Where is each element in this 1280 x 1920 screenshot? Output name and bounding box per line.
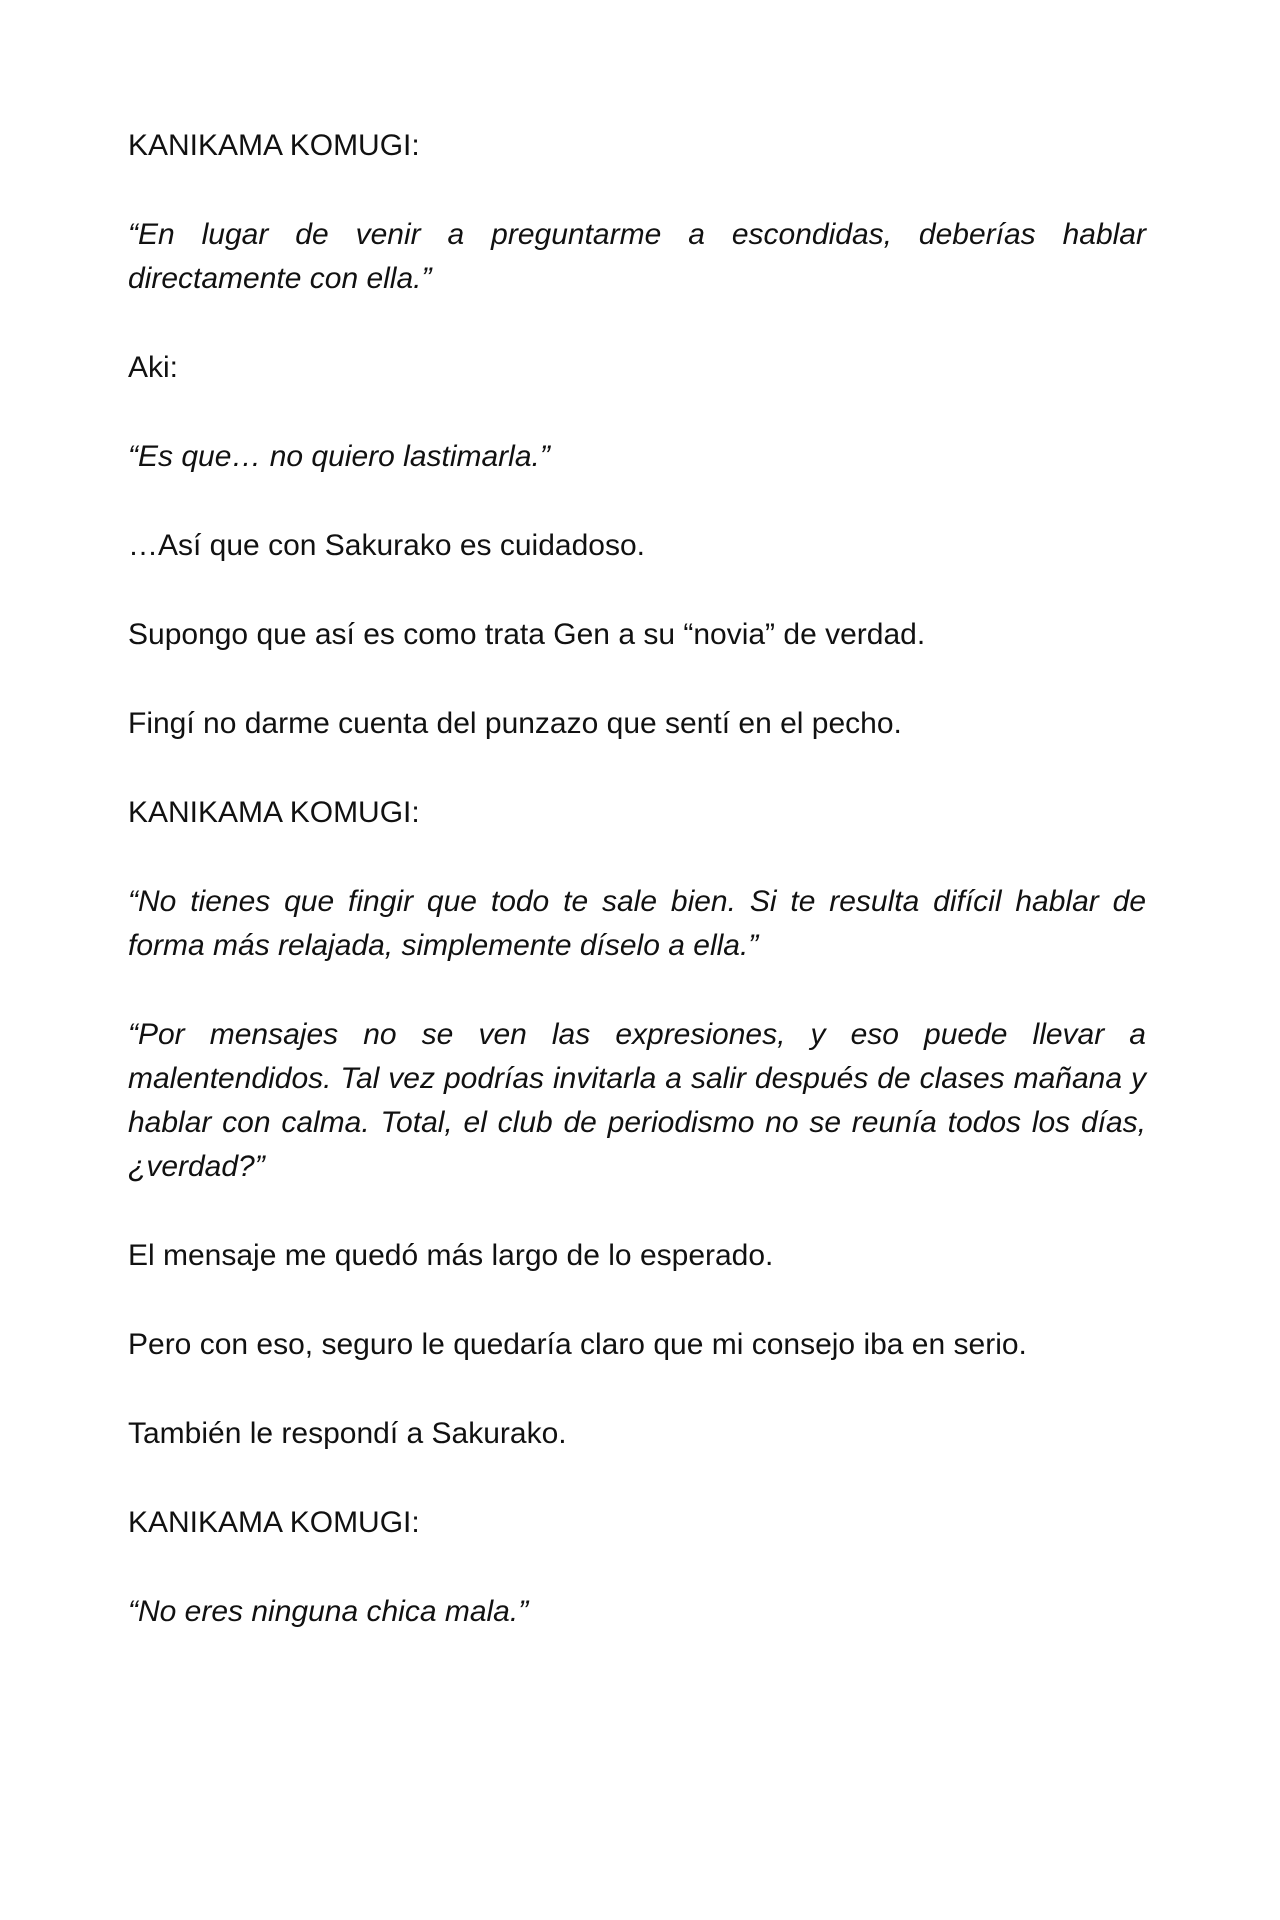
dialogue-message: “Por mensajes no se ven las expresiones, y eso puede llevar a malentendidos. Tal vez podrías invitarla a salir después de clases mañana y hablar con calma. Total, el club de periodismo no se reunía todos los días, ¿verdad?” — [128, 1018, 1146, 1183]
dialogue-message: “No eres ninguna chica mala.” — [128, 1595, 529, 1628]
narration-paragraph: Pero con eso, seguro le quedaría claro que mi consejo iba en serio. — [128, 1328, 1027, 1361]
dialogue-message: “Es que… no quiero lastimarla.” — [128, 440, 550, 473]
narration-paragraph: El mensaje me quedó más largo de lo esperado. — [128, 1239, 774, 1272]
narration-paragraph: También le respondí a Sakurako. — [128, 1417, 567, 1450]
narration-paragraph: Supongo que así es como trata Gen a su “novia” de verdad. — [128, 618, 926, 651]
speaker-label: KANIKAMA KOMUGI: — [128, 129, 420, 162]
speaker-label: Aki: — [128, 351, 179, 384]
speaker-label: KANIKAMA KOMUGI: — [128, 796, 420, 829]
narration-paragraph: …Así que con Sakurako es cuidadoso. — [128, 529, 645, 562]
dialogue-message: “En lugar de venir a preguntarme a escondidas, deberías hablar directamente con ella.” — [128, 218, 1146, 295]
dialogue-message: “No tienes que fingir que todo te sale bien. Si te resulta difícil hablar de forma más relajada, simplemente díselo a ella.” — [128, 885, 1146, 962]
document-page — [128, 124, 1146, 1679]
narration-paragraph: Fingí no darme cuenta del punzazo que sentí en el pecho. — [128, 707, 902, 740]
speaker-label: KANIKAMA KOMUGI: — [128, 1506, 420, 1539]
